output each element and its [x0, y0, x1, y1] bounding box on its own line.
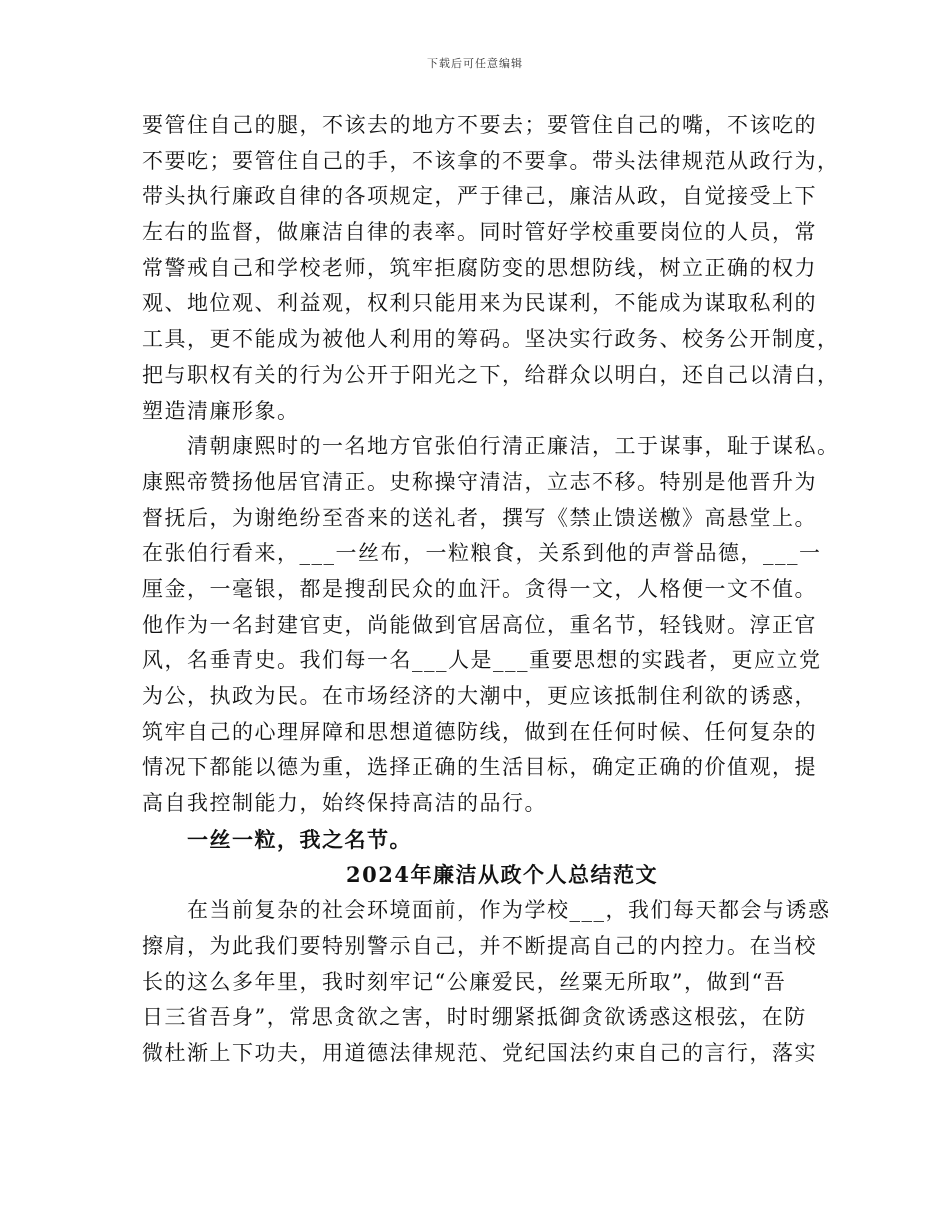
- text-line: 日三省吾身”，常思贪欲之害，时时绷紧抵御贪欲诱惑这根弦，在防: [142, 1005, 807, 1030]
- text-line: 塑造清廉形象。: [142, 398, 300, 423]
- text-line: 在张伯行看来，___一丝布，一粒粮食，关系到他的声誉品德，___一: [142, 541, 822, 566]
- text-line: 微杜渐上下功夫，用道德法律规范、党纪国法约束自己的言行，落实: [142, 1040, 817, 1065]
- text-line: 要管住自己的腿，不该去的地方不要去；要管住自己的嘴，不该吃的: [142, 113, 817, 137]
- text-line: 风，名垂青史。我们每一名___人是___重要思想的实践者，更应立党: [142, 648, 822, 673]
- text-line: 长的这么多年里，我时刻牢记“公廉爱民，丝粟无所取”，做到“吾: [142, 969, 787, 994]
- text-line: 工具，更不能成为被他人利用的筹码。坚决实行政务、校务公开制度，: [142, 327, 840, 352]
- text-line: 为公，执政为民。在市场经济的大潮中，更应该抵制住利欲的诱惑，: [142, 684, 817, 708]
- text-line: 左右的监督，做廉洁自律的表率。同时管好学校重要岗位的人员，常: [142, 220, 817, 245]
- document-body: [142, 108, 840, 1072]
- text-line: 常警戒自己和学校老师，筑牢拒腐防变的思想防线，树立正确的权力: [142, 255, 817, 280]
- text-line: 擦肩，为此我们要特别警示自己，并不断提高自己的内控力。在当校: [142, 933, 817, 958]
- text-line: 带头执行廉政自律的各项规定，严于律己，廉洁从政，自觉接受上下: [142, 184, 817, 209]
- section-heading: 2024年廉洁从政个人总结范文: [346, 862, 658, 888]
- text-line: 在当前复杂的社会环境面前，作为学校___，我们每天都会与诱惑: [187, 898, 831, 923]
- text-line: 他作为一名封建官吏，尚能做到官居高位，重名节，轻钱财。淳正官: [142, 612, 817, 637]
- text-line: 高自我控制能力，始终保持高洁的品行。: [142, 791, 547, 816]
- text-line: 督抚后，为谢绝纷至沓来的送礼者，撰写《禁止馈送檄》高悬堂上。: [142, 505, 817, 530]
- text-line: 筑牢自己的心理屏障和思想道德防线，做到在任何时候、任何复杂的: [142, 719, 817, 744]
- text-line: 康熙帝赞扬他居官清正。史称操守清洁，立志不移。特别是他晋升为: [142, 469, 817, 494]
- text-line: 观、地位观、利益观，权利只能用来为民谋利，不能成为谋取私利的: [142, 291, 817, 316]
- text-line: 清朝康熙时的一名地方官张伯行清正廉洁，工于谋事，耻于谋私。: [187, 434, 840, 459]
- text-line: 把与职权有关的行为公开于阳光之下，给群众以明白，还自己以清白，: [142, 362, 840, 387]
- text-line: 情况下都能以德为重，选择正确的生活目标，确定正确的价值观，提: [142, 755, 817, 780]
- text-line: 厘金，一毫银，都是搜刮民众的血汗。贪得一文，人格便一文不值。: [142, 576, 817, 601]
- text-line: 不要吃；要管住自己的手，不该拿的不要拿。带头法律规范从政行为，: [142, 148, 840, 173]
- page-header-note: 下载后可任意编辑: [427, 57, 523, 70]
- motto-line: 一丝一粒，我之名节。: [187, 826, 412, 852]
